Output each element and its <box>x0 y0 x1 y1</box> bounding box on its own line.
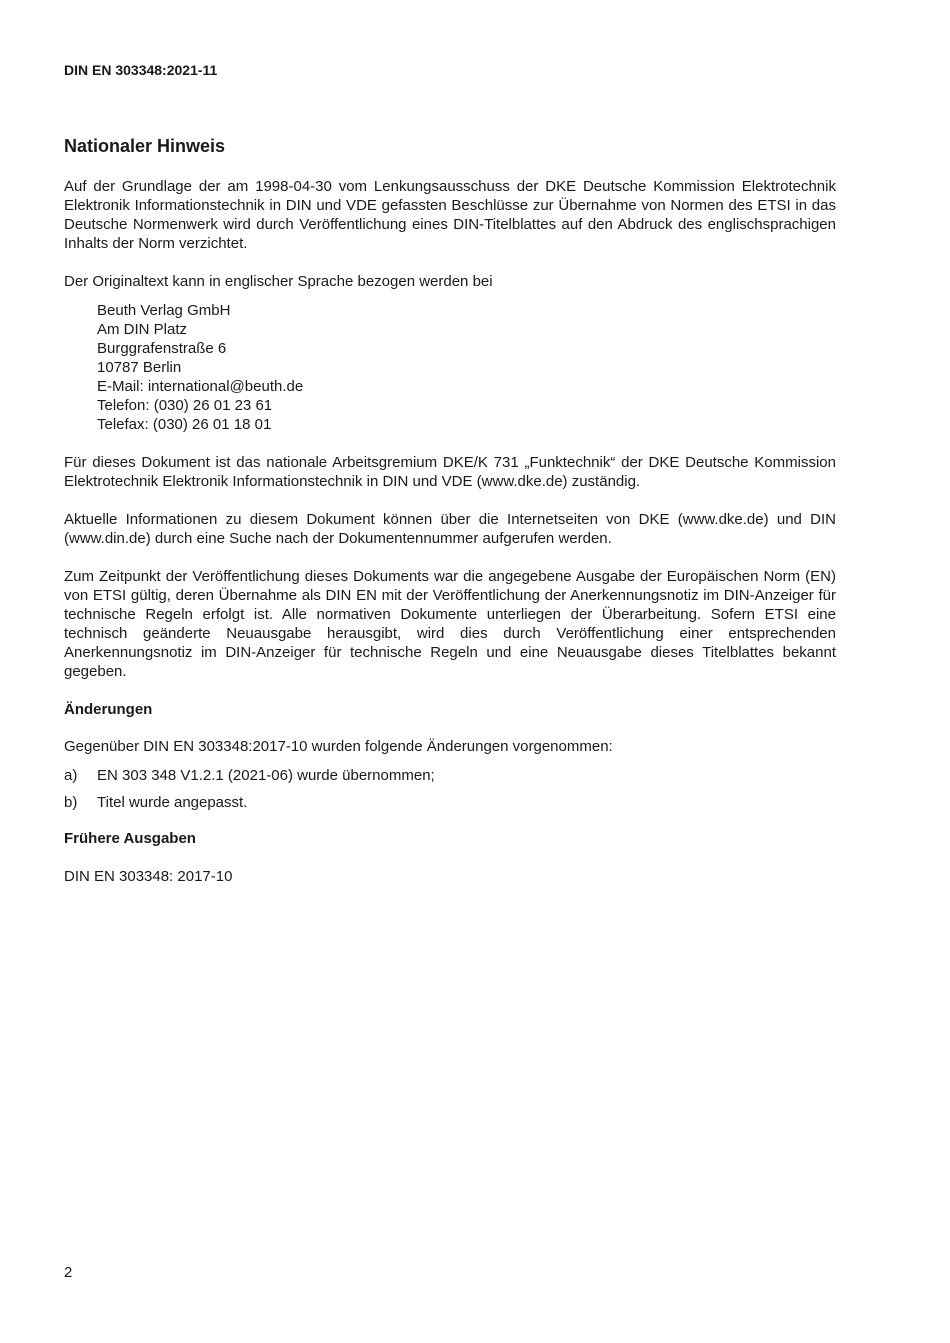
address-company: Beuth Verlag GmbH <box>97 302 231 319</box>
publisher-address <box>97 301 836 434</box>
changes-heading: Änderungen <box>64 701 153 718</box>
address-line: Am DIN Platz <box>97 321 188 338</box>
address-street: Burggrafenstraße 6 <box>97 340 227 357</box>
list-marker: a) <box>64 767 78 784</box>
document-page <box>64 0 836 1343</box>
address-phone: Telefon: (030) 26 01 23 61 <box>97 397 273 414</box>
list-item <box>64 766 836 785</box>
address-city: 10787 Berlin <box>97 359 182 376</box>
document-id: DIN EN 303348:2021-11 <box>64 62 218 78</box>
list-text: Titel wurde angepasst. <box>97 794 248 811</box>
list-text: EN 303 348 V1.2.1 (2021-06) wurde übernommen; <box>97 767 435 784</box>
address-fax: Telefax: (030) 26 01 18 01 <box>97 416 272 433</box>
changes-intro: Gegenüber DIN EN 303348:2017-10 wurden folgende Änderungen vorgenommen: <box>64 738 613 755</box>
document-body <box>64 177 836 886</box>
paragraph-adoption: Auf der Grundlage der am 1998-04-30 vom Lenkungsausschuss der DKE Deutsche Kommission Elektrotechnik Elektronik Informationstechnik in DIN und VDE gefassten Beschlüsse zur Übernahme von Normen des ETSI in das Deutsche Normenwerk wird durch Veröffentlichung eines DIN-Titelblattes auf den Abdruck des englischsprachigen Inhalts der Norm verzichtet. <box>64 178 836 252</box>
page-number: 2 <box>64 1264 73 1281</box>
address-email: E-Mail: international@beuth.de <box>97 378 304 395</box>
paragraph-committee: Für dieses Dokument ist das nationale Arbeitsgremium DKE/K 731 „Funktechnik“ der DKE Deutsche Kommission Elektrotechnik Elektronik Informationstechnik in DIN und VDE (www.dke.de) zuständig. <box>64 454 836 490</box>
paragraph-info: Aktuelle Informationen zu diesem Dokument können über die Internetseiten von DKE (www.dke.de) und DIN (www.din.de) durch eine Suche nach der Dokumentennummer aufgerufen werden. <box>64 511 836 547</box>
list-item <box>64 793 836 812</box>
earlier-editions-text: DIN EN 303348: 2017-10 <box>64 868 233 885</box>
section-title: Nationaler Hinweis <box>64 136 226 156</box>
paragraph-validity: Zum Zeitpunkt der Veröffentlichung dieses Dokuments war die angegebene Ausgabe der Europäischen Norm (EN) von ETSI gültig, deren Übernahme als DIN EN mit der Veröffentlichung der Anerkennungsnotiz im DIN-Anzeiger für technische Regeln erfolgt ist. Alle normativen Dokumente unterliegen der Überarbeitung. Sofern ETSI eine technisch geänderte Neuausgabe herausgibt, wird dies durch Veröffentlichung einer entsprechenden Anerkennungsnotiz im DIN-Anzeiger für technische Regeln und eine Neuausgabe dieses Titelblattes bekannt gegeben. <box>64 568 836 680</box>
list-marker: b) <box>64 794 78 811</box>
earlier-editions-heading: Frühere Ausgaben <box>64 830 196 847</box>
paragraph-source: Der Originaltext kann in englischer Sprache bezogen werden bei <box>64 273 493 290</box>
